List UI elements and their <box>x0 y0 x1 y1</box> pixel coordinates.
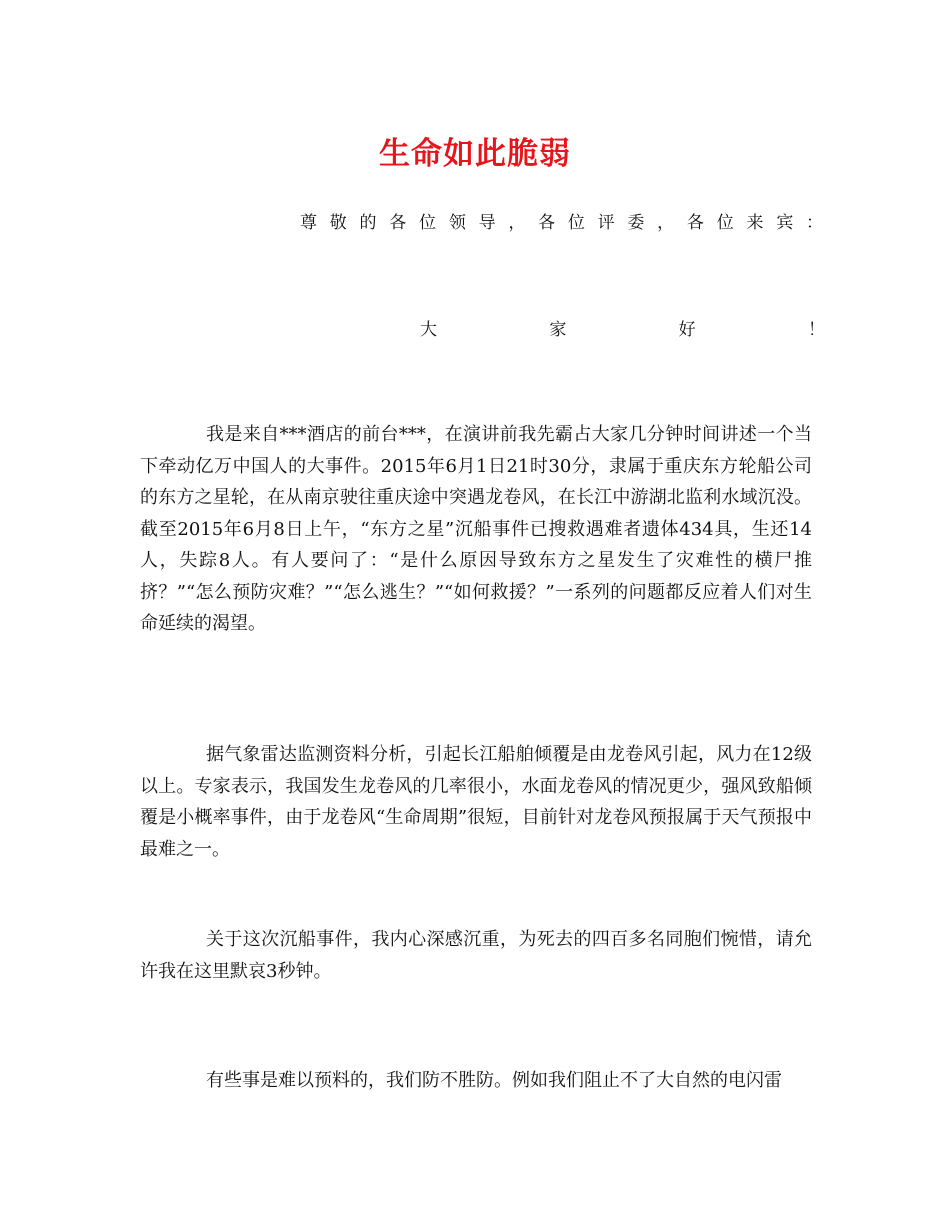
paragraph-event-account: 我是来自***酒店的前台***，在演讲前我先霸占大家几分钟时间讲述一个当下牵动亿万中国人的大事件。2015年6月1日21时30分，隶属于重庆东方轮船公司的东方之星轮，在从南京驶往重庆途中突遇龙卷风，在长江中游湖北监利水域沉没。截至2015年6月8日上午，“东方之星”沉船事件已搜救遇难者遗体434具，生还14人，失踪8人。有人要问了：“是什么原因导致东方之星发生了灾难性的横尸推挤？”“怎么预防灾难？”“怎么逃生？”“如何救援？”一系列的问题都反应着人们对生命延续的渴望。 <box>140 424 812 634</box>
greeting: 大 家 好 ！ <box>420 320 825 340</box>
paragraph-moment-of-silence: 关于这次沉船事件，我内心深感沉重，为死去的四百多名同胞们惋惜，请允许我在这里默哀3秒钟。 <box>140 929 812 982</box>
document-title: 生命如此脆弱 <box>379 136 571 172</box>
salutation: 尊 敬 的 各 位 领 导 ， 各 位 评 委 ， 各 位 来 宾 ： <box>300 213 825 233</box>
paragraph-weather-analysis: 据气象雷达监测资料分析，引起长江船舶倾覆是由龙卷风引起，风力在12级以上。专家表示，我国发生龙卷风的几率很小，水面龙卷风的情况更少，强风致船倾覆是小概率事件，由于龙卷风“生命周期”很短，目前针对龙卷风预报属于天气预报中最难之一。 <box>140 744 812 860</box>
paragraph-unpredictable-events: 有些事是难以预料的，我们防不胜防。例如我们阻止不了大自然的电闪雷 <box>206 1070 782 1091</box>
